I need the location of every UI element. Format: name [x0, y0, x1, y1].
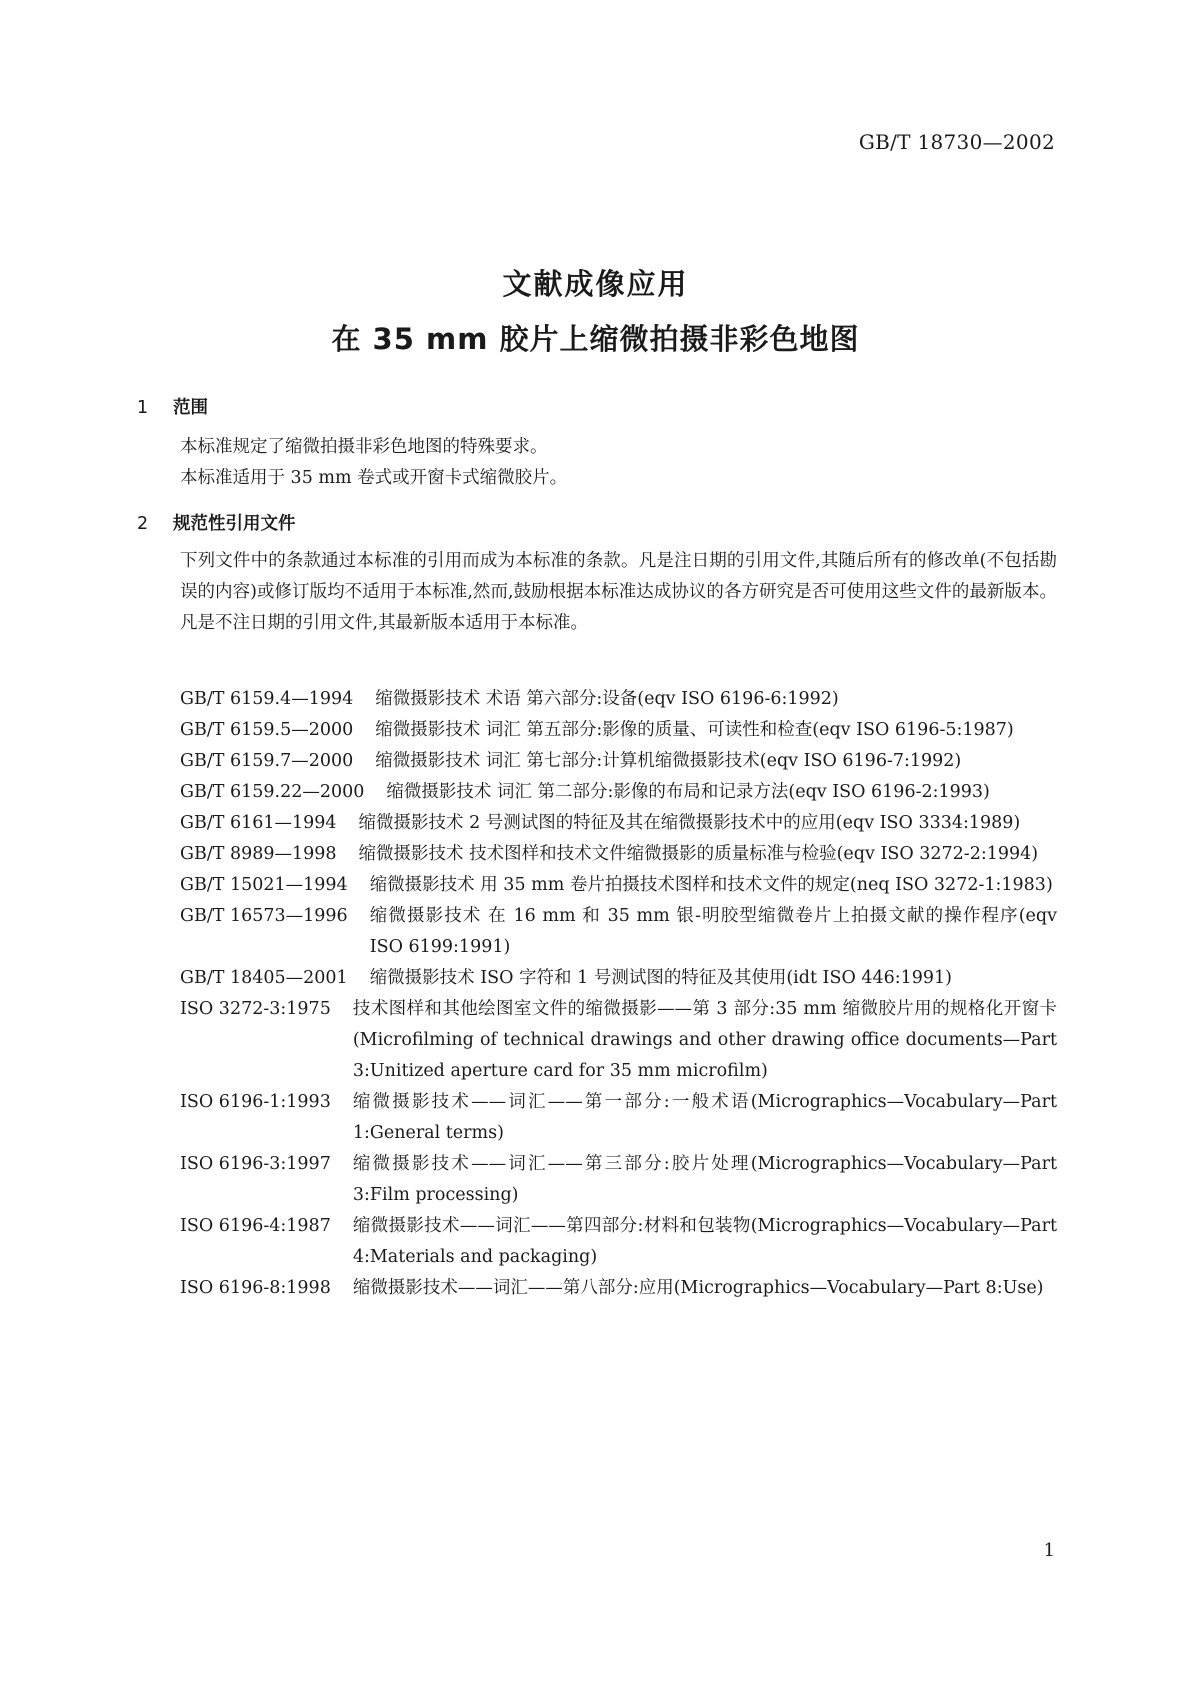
reference-item: [180, 901, 1057, 963]
reference-item: [180, 715, 1057, 746]
reference-item: [180, 1087, 1057, 1149]
paragraph: 本标准适用于 35 mm 卷式或开窗卡式缩微胶片。: [180, 468, 568, 488]
reference-item: [180, 839, 1057, 870]
reference-title: 缩微摄影技术 2 号测试图的特征及其在缩微摄影技术中的应用(eqv ISO 3334:1989): [358, 813, 1021, 833]
reference-code: ISO 3272-3:1975: [180, 999, 331, 1019]
section-2-heading: [137, 510, 296, 535]
section-1-heading: [137, 394, 208, 419]
reference-item: [180, 870, 1057, 901]
reference-code: GB/T 8989—1998: [180, 844, 337, 864]
section-2-intro: [137, 546, 1057, 639]
reference-code: GB/T 6161—1994: [180, 813, 337, 833]
reference-title: 缩微摄影技术——词汇——第四部分:材料和包装物(Micrographics—Vocabulary—Part 4:Materials and packaging): [352, 1216, 1057, 1267]
reference-item: [180, 1211, 1057, 1273]
reference-code: GB/T 6159.7—2000: [180, 751, 354, 771]
reference-title: 技术图样和其他绘图室文件的缩微摄影——第 3 部分:35 mm 缩微胶片用的规格化开窗卡(Microfilming of technical drawings and other drawing office documents—Part 3:Unitized aperture card for 35 mm microfilm): [352, 999, 1057, 1081]
reference-code: GB/T 6159.5—2000: [180, 720, 354, 740]
section-title: 范围: [173, 398, 208, 418]
reference-title: 缩微摄影技术——词汇——第八部分:应用(Micrographics—Vocabulary—Part 8:Use): [352, 1278, 1044, 1298]
page-number: 1: [1043, 1540, 1055, 1561]
section-number: 2: [137, 514, 149, 534]
reference-item: [180, 808, 1057, 839]
reference-code: ISO 6196-3:1997: [180, 1154, 331, 1174]
reference-title: 缩微摄影技术——词汇——第一部分:一般术语(Micrographics—Vocabulary—Part 1:General terms): [352, 1092, 1057, 1143]
reference-title: 缩微摄影技术 用 35 mm 卷片拍摄技术图样和技术文件的规定(neq ISO 3272-1:1983): [369, 875, 1053, 895]
paragraph: 本标准规定了缩微拍摄非彩色地图的特殊要求。: [180, 437, 548, 457]
document-title-line-1: 文献成像应用: [502, 267, 689, 301]
reference-code: GB/T 16573—1996: [180, 906, 348, 926]
reference-item: [180, 746, 1057, 777]
reference-item: [180, 1273, 1057, 1304]
section-title: 规范性引用文件: [173, 514, 296, 534]
reference-item: [180, 777, 1057, 808]
reference-title: 缩微摄影技术 ISO 字符和 1 号测试图的特征及其使用(idt ISO 446:1991): [369, 968, 953, 988]
reference-title: 缩微摄影技术 词汇 第五部分:影像的质量、可读性和检查(eqv ISO 6196-5:1987): [375, 720, 1014, 740]
reference-title: 缩微摄影技术——词汇——第三部分:胶片处理(Micrographics—Vocabulary—Part 3:Film processing): [352, 1154, 1057, 1205]
document-title-line-2: 在 35 mm 胶片上缩微拍摄非彩色地图: [331, 322, 860, 356]
reference-title: 缩微摄影技术 术语 第六部分:设备(eqv ISO 6196-6:1992): [375, 689, 839, 709]
reference-title: 缩微摄影技术 词汇 第二部分:影像的布局和记录方法(eqv ISO 6196-2:1993): [386, 782, 990, 802]
reference-code: GB/T 6159.22—2000: [180, 782, 365, 802]
reference-item: [180, 963, 1057, 994]
reference-item: [180, 684, 1057, 715]
reference-title: 缩微摄影技术 词汇 第七部分:计算机缩微摄影技术(eqv ISO 6196-7:1992): [375, 751, 962, 771]
reference-item: [180, 994, 1057, 1087]
reference-code: GB/T 6159.4—1994: [180, 689, 354, 709]
standard-code: GB/T 18730—2002: [858, 130, 1055, 154]
reference-code: ISO 6196-4:1987: [180, 1216, 331, 1236]
intro-text: 下列文件中的条款通过本标准的引用而成为本标准的条款。凡是注日期的引用文件,其随后所有的修改单(不包括勘误的内容)或修订版均不适用于本标准,然而,鼓励根据本标准达成协议的各方研究是否可使用这些文件的最新版本。凡是不注日期的引用文件,其最新版本适用于本标准。: [180, 551, 1057, 633]
reference-code: ISO 6196-1:1993: [180, 1092, 331, 1112]
reference-title: 缩微摄影技术 技术图样和技术文件缩微摄影的质量标准与检验(eqv ISO 3272-2:1994): [358, 844, 1039, 864]
reference-item: [180, 1149, 1057, 1211]
reference-title: 缩微摄影技术 在 16 mm 和 35 mm 银-明胶型缩微卷片上拍摄文献的操作程序(eqv ISO 6199:1991): [369, 906, 1057, 957]
reference-code: GB/T 18405—2001: [180, 968, 348, 988]
reference-list: [180, 684, 1057, 1304]
section-number: 1: [137, 398, 149, 418]
reference-code: ISO 6196-8:1998: [180, 1278, 331, 1298]
reference-code: GB/T 15021—1994: [180, 875, 348, 895]
